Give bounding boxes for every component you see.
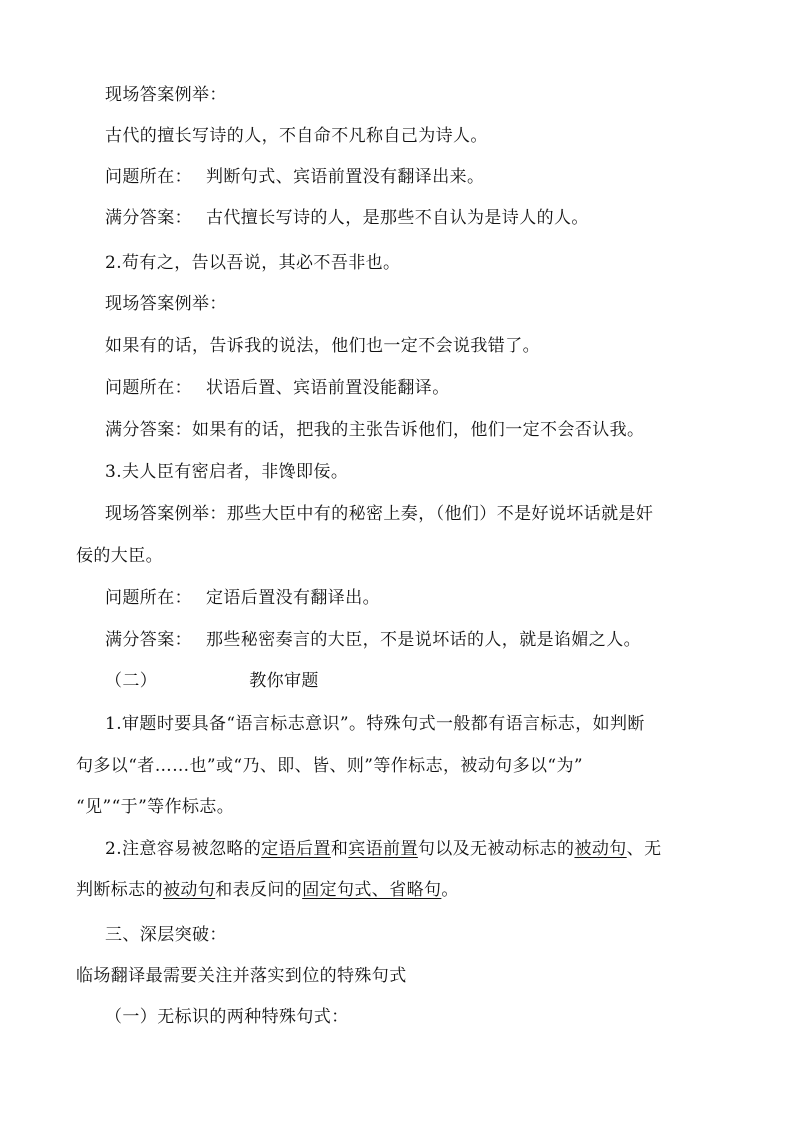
section-heading: [105, 924, 227, 946]
section-title: 教你审题: [249, 671, 319, 691]
line-text: 判断句式、宾语前置没有翻译出来。: [206, 167, 485, 187]
line-label: 满分答案：: [105, 630, 192, 650]
paragraph-line: [105, 503, 653, 525]
line-text: 和表反问的: [215, 880, 303, 900]
line-text: 3.夫人臣有密启者，非馋即佞。: [105, 462, 349, 482]
paragraph-line: [105, 293, 227, 315]
line-text: 现场答案例举：: [105, 85, 227, 105]
section-heading: [105, 1006, 349, 1028]
paragraph-line: [105, 838, 661, 860]
line-label: 问题所在：: [105, 378, 192, 398]
paragraph-line: [105, 377, 450, 399]
paragraph-line: [105, 713, 645, 735]
line-text: 如果有的话，告诉我的说法，他们也一定不会说我错了。: [105, 336, 540, 356]
paragraph-line: [105, 252, 400, 274]
underlined-term: 固定句式、省略句: [302, 880, 442, 900]
line-text: 1.审题时要具备“语言标志意识”。特殊句式一般都有语言标志，如判断: [105, 714, 645, 734]
line-text: 句多以“者……也”或“乃、即、皆、则”等作标志，被动句多以“为”: [76, 756, 583, 776]
paragraph-line: [105, 84, 227, 106]
line-text: “见”“于”等作标志。: [76, 797, 235, 817]
section-number: （二）: [105, 671, 158, 691]
paragraph-line: [105, 587, 380, 609]
line-text: 、无: [626, 839, 662, 859]
line-text: （一）无标识的两种特殊句式：: [105, 1007, 349, 1027]
line-label: 满分答案：: [105, 420, 192, 440]
line-text: 如果有的话，把我的主张告诉他们，他们一定不会否认我。: [192, 420, 645, 440]
line-text: 现场答案例举：那些大臣中有的秘密上奏，（他们）不是好说坏话就是奸: [105, 504, 654, 524]
paragraph-line: [76, 796, 234, 818]
paragraph-line: [76, 755, 583, 777]
line-text: 现场答案例举：: [105, 294, 227, 314]
line-text: 句以及无被动标志的: [417, 839, 575, 859]
line-label: 满分答案：: [105, 208, 192, 228]
line-text: 状语后置、宾语前置没能翻译。: [206, 378, 450, 398]
underlined-term: 被动句: [574, 839, 627, 859]
underlined-term: 宾语前置: [348, 839, 418, 859]
paragraph-line: [105, 335, 540, 357]
line-text: 佞的大臣。: [76, 546, 163, 566]
paragraph-line: [105, 461, 348, 483]
underlined-term: 被动句: [163, 880, 216, 900]
line-text: 判断标志的: [76, 880, 163, 900]
paragraph-line: [105, 207, 589, 229]
line-text: 临场翻译最需要关注并落实到位的特殊句式: [76, 966, 407, 986]
section-heading: [105, 670, 319, 692]
paragraph-line: [76, 879, 459, 901]
paragraph-line: [105, 419, 644, 441]
line-text: 。: [441, 880, 459, 900]
paragraph-line: [105, 166, 484, 188]
line-text: 和: [330, 839, 349, 859]
line-text: 古代的擅长写诗的人，不自命不凡称自己为诗人。: [105, 126, 488, 146]
line-label: 问题所在：: [105, 167, 192, 187]
paragraph-line: [76, 545, 163, 567]
line-text: 2.注意容易被忽略的: [105, 839, 262, 859]
line-label: 问题所在：: [105, 588, 192, 608]
line-text: 那些秘密奏言的大臣，不是说坏话的人，就是谄媚之人。: [206, 630, 641, 650]
paragraph-line: [76, 965, 407, 987]
paragraph-line: [105, 125, 488, 147]
line-text: 古代擅长写诗的人，是那些不自认为是诗人的人。: [206, 208, 589, 228]
paragraph-line: [105, 629, 641, 651]
underlined-term: 定语后置: [261, 839, 331, 859]
line-text: 定语后置没有翻译出。: [206, 588, 380, 608]
line-text: 三、深层突破：: [105, 925, 227, 945]
line-text: 2.苟有之，告以吾说，其必不吾非也。: [105, 253, 401, 273]
